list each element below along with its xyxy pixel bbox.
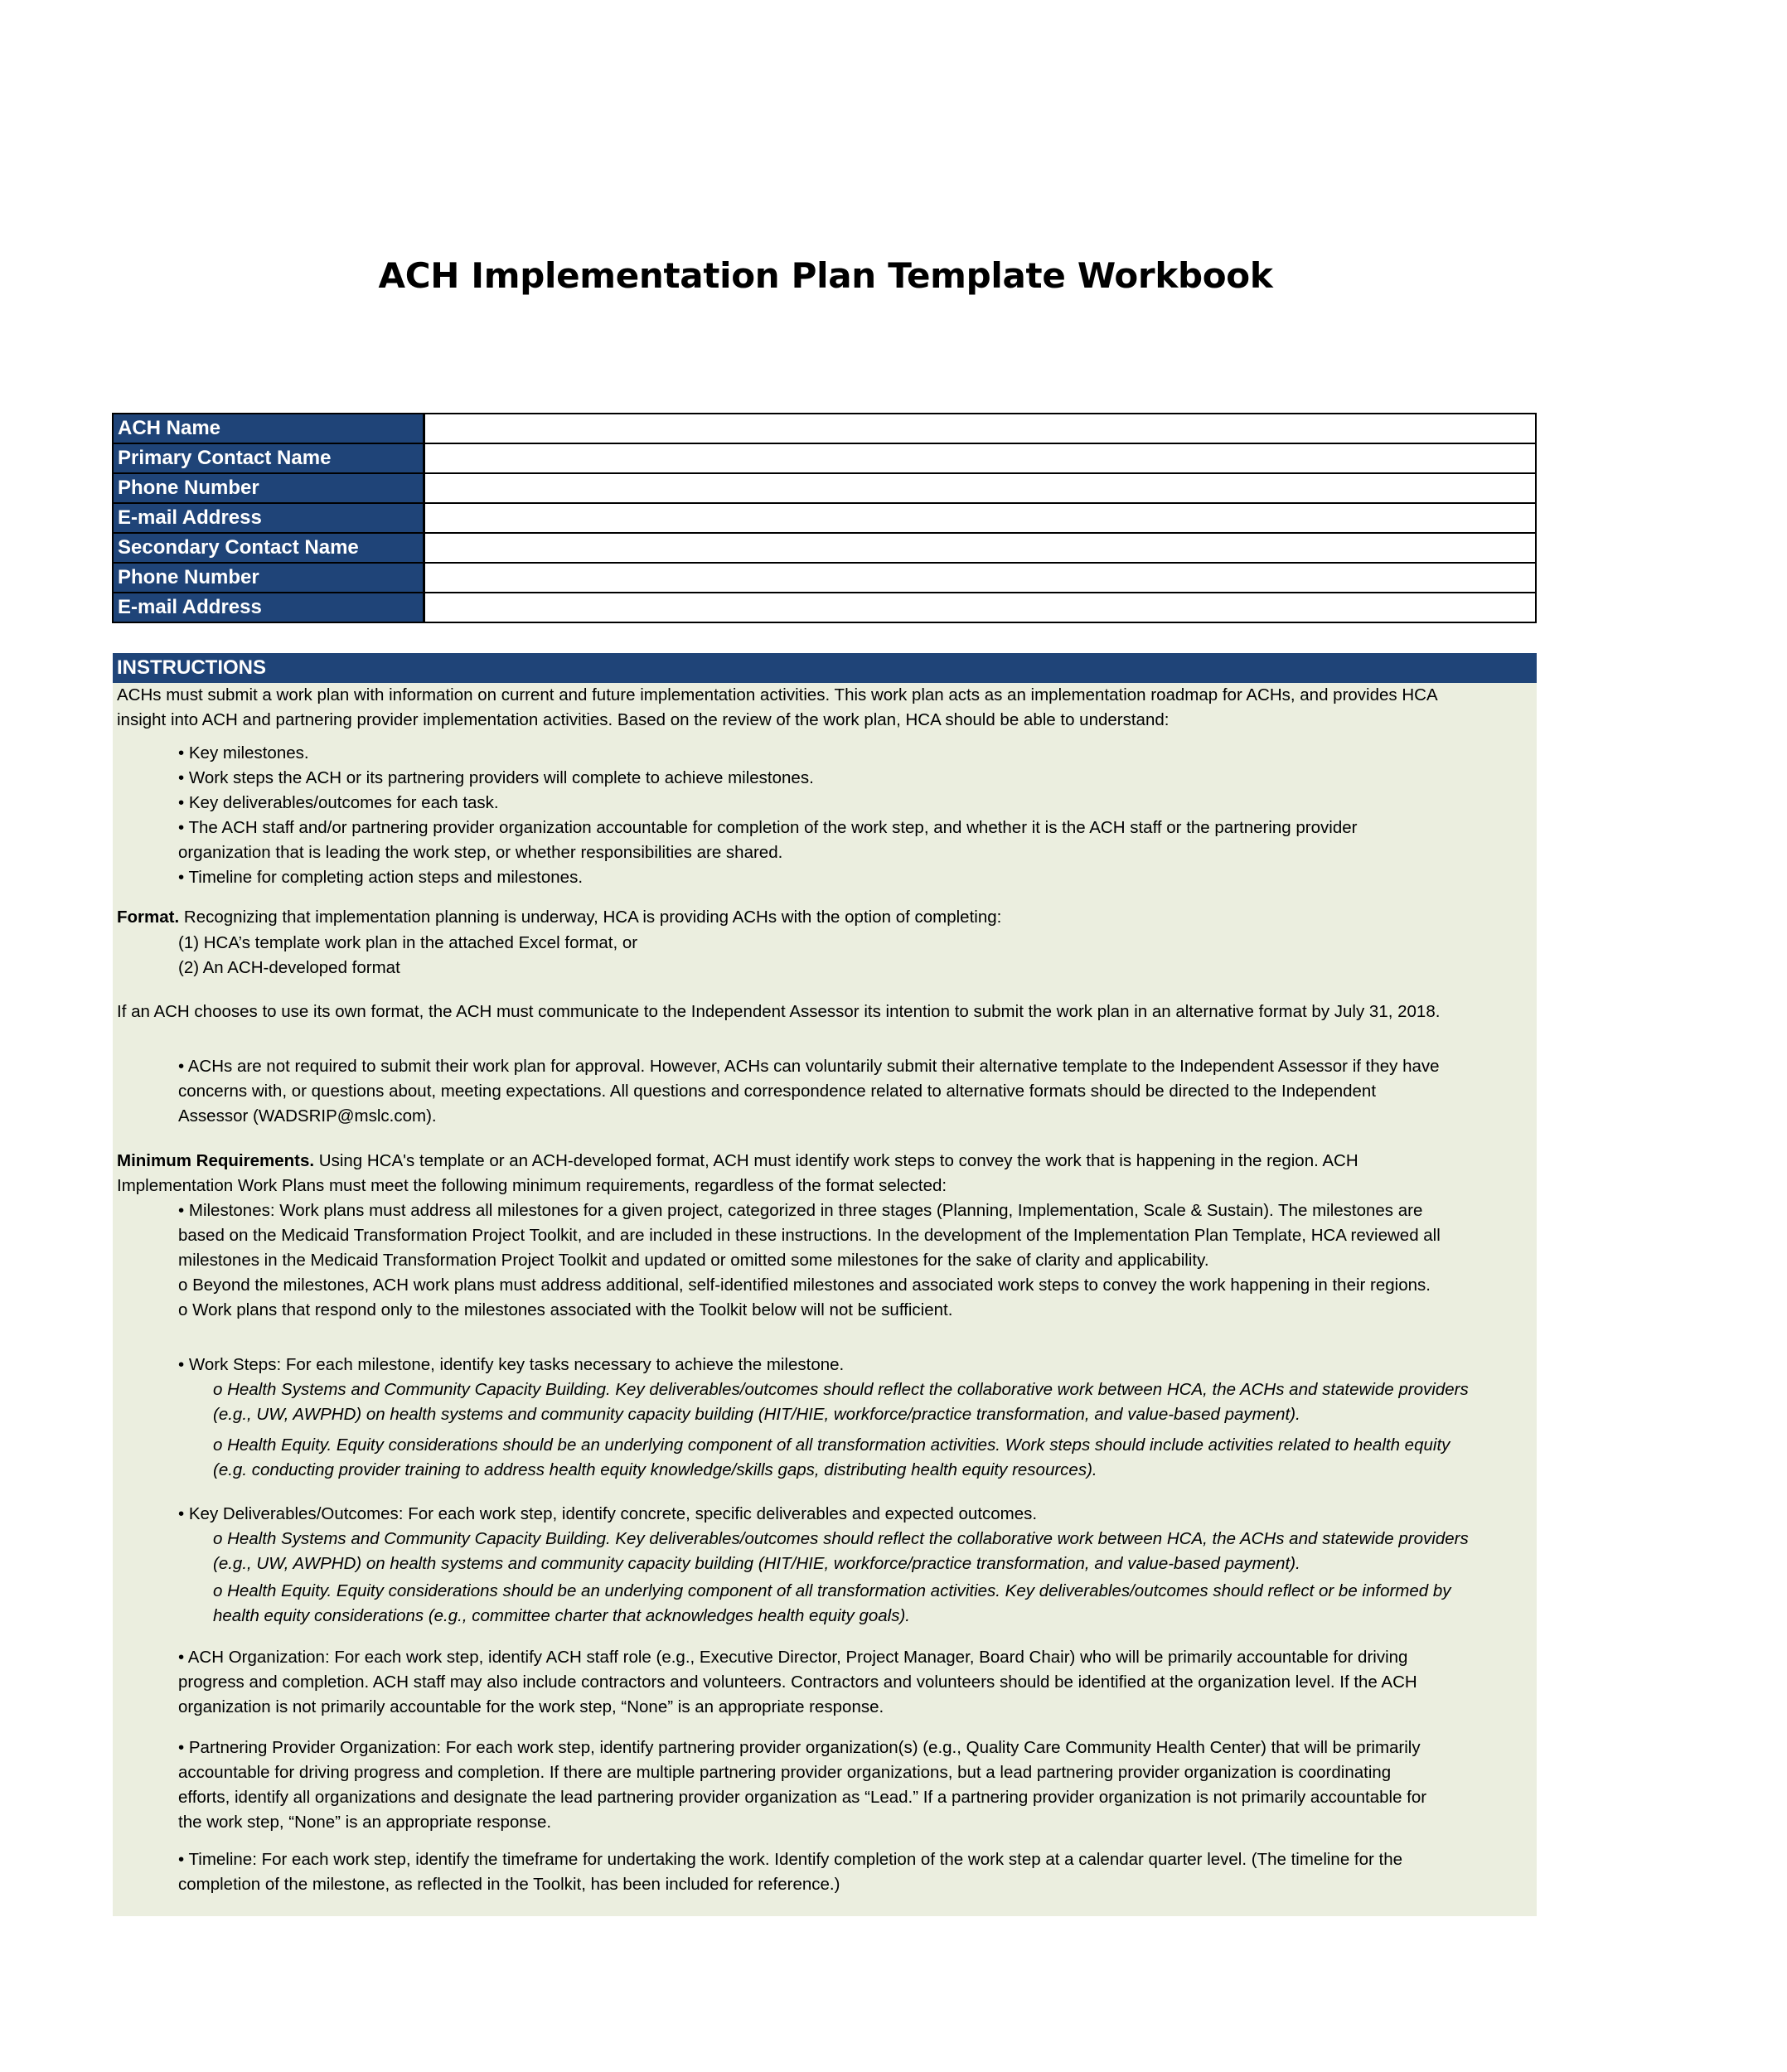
format-option-2: (2) An ACH-developed format <box>178 958 400 977</box>
ach-name-label: ACH Name <box>113 414 424 443</box>
partner-org-line-1: • Partnering Provider Organization: For each work step, identify partnering provider organization(s) (e.g., Quality Care Community Health Center) that will be primarily <box>178 1738 1421 1757</box>
partner-org-line-4: the work step, “None” is an appropriate response. <box>178 1813 552 1832</box>
page-title: ACH Implementation Plan Template Workbook <box>378 255 1273 296</box>
contact-row-primary-contact <box>113 443 1536 473</box>
approval-line-1: • ACHs are not required to submit their work plan for approval. However, ACHs can voluntarily submit their alternative template to the Independent Assessor if they have <box>178 1057 1440 1076</box>
ach-organization-line-1: • ACH Organization: For each work step, identify ACH staff role (e.g., Executive Director, Project Manager, Board Chair) who will be primarily accountable for driving <box>178 1648 1408 1667</box>
approval-line-2: concerns with, or questions about, meeting expectations. All questions and correspondence related to alternative formats should be directed to the Independent <box>178 1082 1377 1101</box>
format-text: Recognizing that implementation planning is underway, HCA is providing ACHs with the option of completing: <box>179 908 1002 927</box>
ach-organization-line-3: organization is not primarily accountable for the work step, “None” is an appropriate response. <box>178 1697 884 1716</box>
deliverables-equity-line-2: health equity considerations (e.g., committee charter that acknowledges health equity goals). <box>213 1606 910 1625</box>
secondary-contact-name-label: Secondary Contact Name <box>113 533 424 563</box>
intro-line-2: insight into ACH and partnering provider implementation activities. Based on the review of the work plan, HCA should be able to understand: <box>117 710 1170 729</box>
primary-phone-field[interactable] <box>424 473 1537 503</box>
timeline-line-1: • Timeline: For each work step, identify the timeframe for undertaking the work. Identify completion of the work step at a calendar quarter level. (The timeline for the <box>178 1850 1403 1869</box>
secondary-phone-field[interactable] <box>424 563 1537 593</box>
timeline-line-2: completion of the milestone, as reflected in the Toolkit, has been included for reference.) <box>178 1875 840 1894</box>
instructions-heading: INSTRUCTIONS <box>113 653 1537 683</box>
work-steps-line: • Work Steps: For each milestone, identify key tasks necessary to achieve the milestone. <box>178 1355 845 1374</box>
bullet-work-steps: • Work steps the ACH or its partnering providers will complete to achieve milestones. <box>178 768 814 787</box>
milestones-line-1: • Milestones: Work plans must address all milestones for a given project, categorized in three stages (Planning, Implementation, Scale & Sustain). The milestones are <box>178 1201 1423 1220</box>
deliverables-hscc-line-1: o Health Systems and Community Capacity Building. Key deliverables/outcomes should reflect the collaborative work between HCA, the ACHs and statewide providers <box>213 1529 1469 1548</box>
minimum-requirements-line-1 <box>117 1149 1358 1174</box>
instructions-body <box>113 683 1537 1916</box>
primary-email-label: E-mail Address <box>113 503 424 533</box>
contact-row-primary-phone <box>113 473 1536 503</box>
primary-contact-name-field[interactable] <box>424 443 1537 473</box>
milestones-sub-1: o Beyond the milestones, ACH work plans must address additional, self-identified milestones and associated work steps to convey the work happening in their regions. <box>178 1276 1431 1295</box>
contact-info-table <box>112 413 1537 623</box>
bullet-staff-line-1: • The ACH staff and/or partnering provider organization accountable for completion of the work step, and whether it is the ACH staff or the partnering provider <box>178 818 1358 837</box>
milestones-sub-2: o Work plans that respond only to the milestones associated with the Toolkit below will not be sufficient. <box>178 1300 953 1319</box>
secondary-phone-label: Phone Number <box>113 563 424 593</box>
deliverables-hscc-line-2: (e.g., UW, AWPHD) on health systems and community capacity building (HIT/HIE, workforce/practice transformation, and value-based payment). <box>213 1554 1300 1573</box>
ach-name-field[interactable] <box>424 414 1537 443</box>
minimum-requirements-line-2: Implementation Work Plans must meet the following minimum requirements, regardless of the format selected: <box>117 1176 947 1195</box>
work-steps-hscc-line-2: (e.g., UW, AWPHD) on health systems and community capacity building (HIT/HIE, workforce/practice transformation, and value-based payment). <box>213 1405 1300 1424</box>
work-steps-equity-line-1: o Health Equity. Equity considerations should be an underlying component of all transformation activities. Work steps should include activities related to health equity <box>213 1435 1450 1455</box>
contact-row-secondary-contact <box>113 533 1536 563</box>
format-paragraph <box>117 905 1001 930</box>
bullet-deliverables: • Key deliverables/outcomes for each task. <box>178 793 499 812</box>
work-steps-hscc-line-1: o Health Systems and Community Capacity Building. Key deliverables/outcomes should reflect the collaborative work between HCA, the ACHs and statewide providers <box>213 1380 1469 1399</box>
deliverables-equity-line-1: o Health Equity. Equity considerations should be an underlying component of all transformation activities. Key deliverables/outcomes should reflect or be informed by <box>213 1581 1451 1600</box>
contact-row-secondary-phone <box>113 563 1536 593</box>
secondary-email-label: E-mail Address <box>113 593 424 622</box>
primary-contact-name-label: Primary Contact Name <box>113 443 424 473</box>
deliverables-line: • Key Deliverables/Outcomes: For each work step, identify concrete, specific deliverables and expected outcomes. <box>178 1504 1038 1523</box>
partner-org-line-3: efforts, identify all organizations and designate the lead partnering provider organization as “Lead.” If a partnering provider organization is not primarily accountable for <box>178 1788 1427 1807</box>
approval-line-3: Assessor (WADSRIP@mslc.com). <box>178 1106 437 1126</box>
bullet-timeline: • Timeline for completing action steps and milestones. <box>178 868 584 887</box>
intro-line-1: ACHs must submit a work plan with information on current and future implementation activities. This work plan acts as an implementation roadmap for ACHs, and provides HCA <box>117 685 1438 704</box>
partner-org-line-2: accountable for driving progress and completion. If there are multiple partnering provider organizations, but a lead partnering provider organization is coordinating <box>178 1763 1392 1782</box>
bullet-key-milestones: • Key milestones. <box>178 743 309 762</box>
bullet-staff-line-2: organization that is leading the work step, or whether responsibilities are shared. <box>178 843 783 862</box>
contact-row-secondary-email <box>113 593 1536 622</box>
ach-organization-line-2: progress and completion. ACH staff may also include contractors and volunteers. Contractors and volunteers should be identified at the organization level. If the ACH <box>178 1673 1417 1692</box>
milestones-line-3: milestones in the Medicaid Transformation Project Toolkit and updated or omitted some milestones for the sake of clarity and applicability. <box>178 1251 1209 1270</box>
primary-email-field[interactable] <box>424 503 1537 533</box>
minimum-requirements-text: Using HCA's template or an ACH-developed format, ACH must identify work steps to convey the work that is happening in the region. ACH <box>314 1151 1358 1170</box>
secondary-email-field[interactable] <box>424 593 1537 622</box>
format-option-1: (1) HCA’s template work plan in the attached Excel format, or <box>178 933 638 952</box>
minimum-requirements-label: Minimum Requirements. <box>117 1151 315 1170</box>
primary-phone-label: Phone Number <box>113 473 424 503</box>
contact-row-ach-name <box>113 414 1536 443</box>
own-format-note: If an ACH chooses to use its own format, the ACH must communicate to the Independent Assessor its intention to submit the work plan in an alternative format by July 31, 2018. <box>117 1002 1441 1021</box>
work-steps-equity-line-2: (e.g. conducting provider training to address health equity knowledge/skills gaps, distributing health equity resources). <box>213 1460 1097 1479</box>
contact-row-primary-email <box>113 503 1536 533</box>
format-label: Format. <box>117 908 180 927</box>
milestones-line-2: based on the Medicaid Transformation Project Toolkit, and are included in these instructions. In the development of the Implementation Plan Template, HCA reviewed all <box>178 1226 1441 1245</box>
secondary-contact-name-field[interactable] <box>424 533 1537 563</box>
